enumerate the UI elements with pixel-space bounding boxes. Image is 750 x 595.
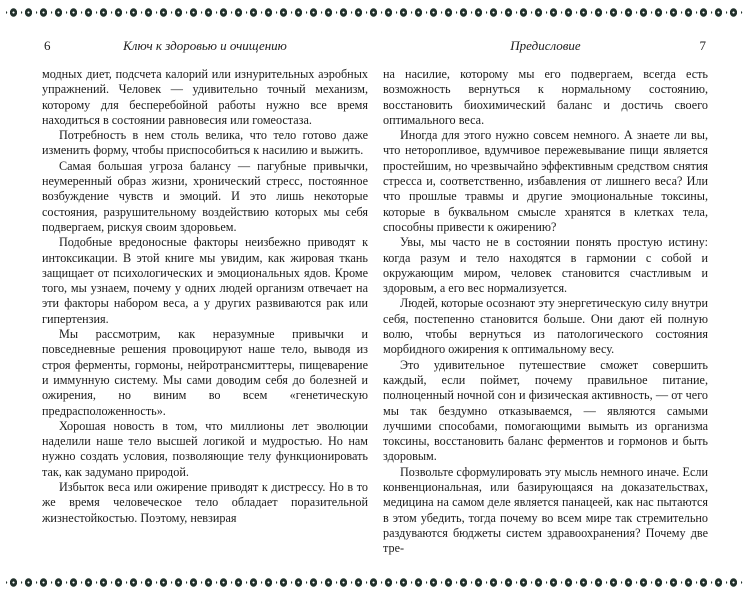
- pages-container: [0, 25, 750, 570]
- paragraph: Людей, которые осознают эту энергетическую силу внутри себя, постепенно становится больше. Они дают ей полную волю, чтобы вернуться из патологического состояния морбидного ожирения к оптимальному весу.: [383, 296, 708, 357]
- ornamental-border-bottom: [6, 574, 744, 591]
- page-header-right: [383, 38, 708, 56]
- paragraph: Подобные вредоносные факторы неизбежно приводят к интоксикации. В этой книге мы увидим, как жировая ткань защищает от психологических и эмоциональных ядов. Кроме того, мы узнаем, почему у одних людей организм отвечает на эти факторы набором веса, а у других развиваются рак или гипертензия.: [42, 235, 368, 326]
- paragraph: модных диет, подсчета калорий или изнурительных аэробных упражнений. Человек — удивительно точный механизм, которому для бесперебойной работы нужно все время находиться в состоянии равновесия или гомеостаза.: [42, 67, 368, 127]
- paragraph: Это удивительное путешествие сможет совершить каждый, если поймет, почему правильное питание, полноценный ночной сон и физическая активность, — от чего мы так бездумно отказываемся, — являются самыми лучшими способами, помогающими вымыть из организма токсины, восстановить баланс ферментов и гормонов и быть здоровым.: [383, 357, 708, 464]
- page-number-right: 7: [699, 38, 706, 53]
- page-number-left: 6: [44, 38, 51, 53]
- page-left: [0, 25, 375, 570]
- paragraph: Избыток веса или ожирение приводят к дистрессу. Но в то же время человеческое тело обладает поразительной жизнестойкостью. Поэтому, невзирая: [42, 480, 368, 525]
- paragraph: Увы, мы часто не в состоянии понять простую истину: когда разум и тело находятся в гармонии с собой и окружающим миром, человек становится счастливым и здоровым, а его вес нормализуется.: [383, 235, 708, 296]
- paragraph: Позвольте сформулировать эту мысль немного иначе. Если конвенциональная, или базирующаяся на доказательствах, медицина на самом деле является панацеей, как нас пытаются в этом убедить, тогда почему во всем мире так стремительно раздуваются бюджеты систем здравоохранения? Почему две тре-: [383, 464, 708, 556]
- paragraph: Потребность в нем столь велика, что тело готово даже изменить форму, чтобы приспособиться к насилию и выжить.: [42, 128, 368, 158]
- page-body-left: [42, 67, 368, 526]
- paragraph: Самая большая угроза балансу — пагубные привычки, неумеренный образ жизни, хронический стресс, постоянное возбуждение чувств и эмоций. И это лишь некоторые состояния, разрушительному воздействию которых мы себя подвергаем, рискуя своим здоровьем.: [42, 158, 368, 234]
- page-body-right: [383, 67, 708, 557]
- paragraph: Иногда для этого нужно совсем немного. А знаете ли вы, что неторопливое, вдумчивое пережевывание пищи является простейшим, но чрезвычайно эффективным средством снятия стресса и, соответственно, избавления от лишнего веса? Или что прошлые травмы и другие эмоциональные токсины, которые в буквальном смысле хранятся в клетках тела, способны привести к ожирению?: [383, 128, 708, 234]
- paragraph: Мы рассмотрим, как неразумные привычки и повседневные решения провоцируют наше тело, выводя из строя ферменты, гормоны, нейротрансмиттеры, пищеварение и иммунную систему. Мы сами доводим себя до болезней и ожирения, но виним во всем «генетическую предрасположенность».: [42, 327, 368, 418]
- paragraph: Хорошая новость в том, что миллионы лет эволюции наделили наше тело высшей логикой и мудростью. Но нам нужно создать условия, позволяющие телу функционировать так, как задумано природой.: [42, 418, 368, 479]
- running-head-right: Предисловие: [510, 38, 581, 53]
- page-right: [375, 25, 750, 570]
- running-head-left: Ключ к здоровью и очищению: [123, 38, 287, 53]
- page-header-left: [42, 38, 368, 56]
- paragraph: на насилие, которому мы его подвергаем, всегда есть возможность вернуться к нормальному состоянию, восстановить биохимический баланс и достичь своего оптимального веса.: [383, 67, 708, 127]
- ornamental-border-top: [6, 4, 744, 21]
